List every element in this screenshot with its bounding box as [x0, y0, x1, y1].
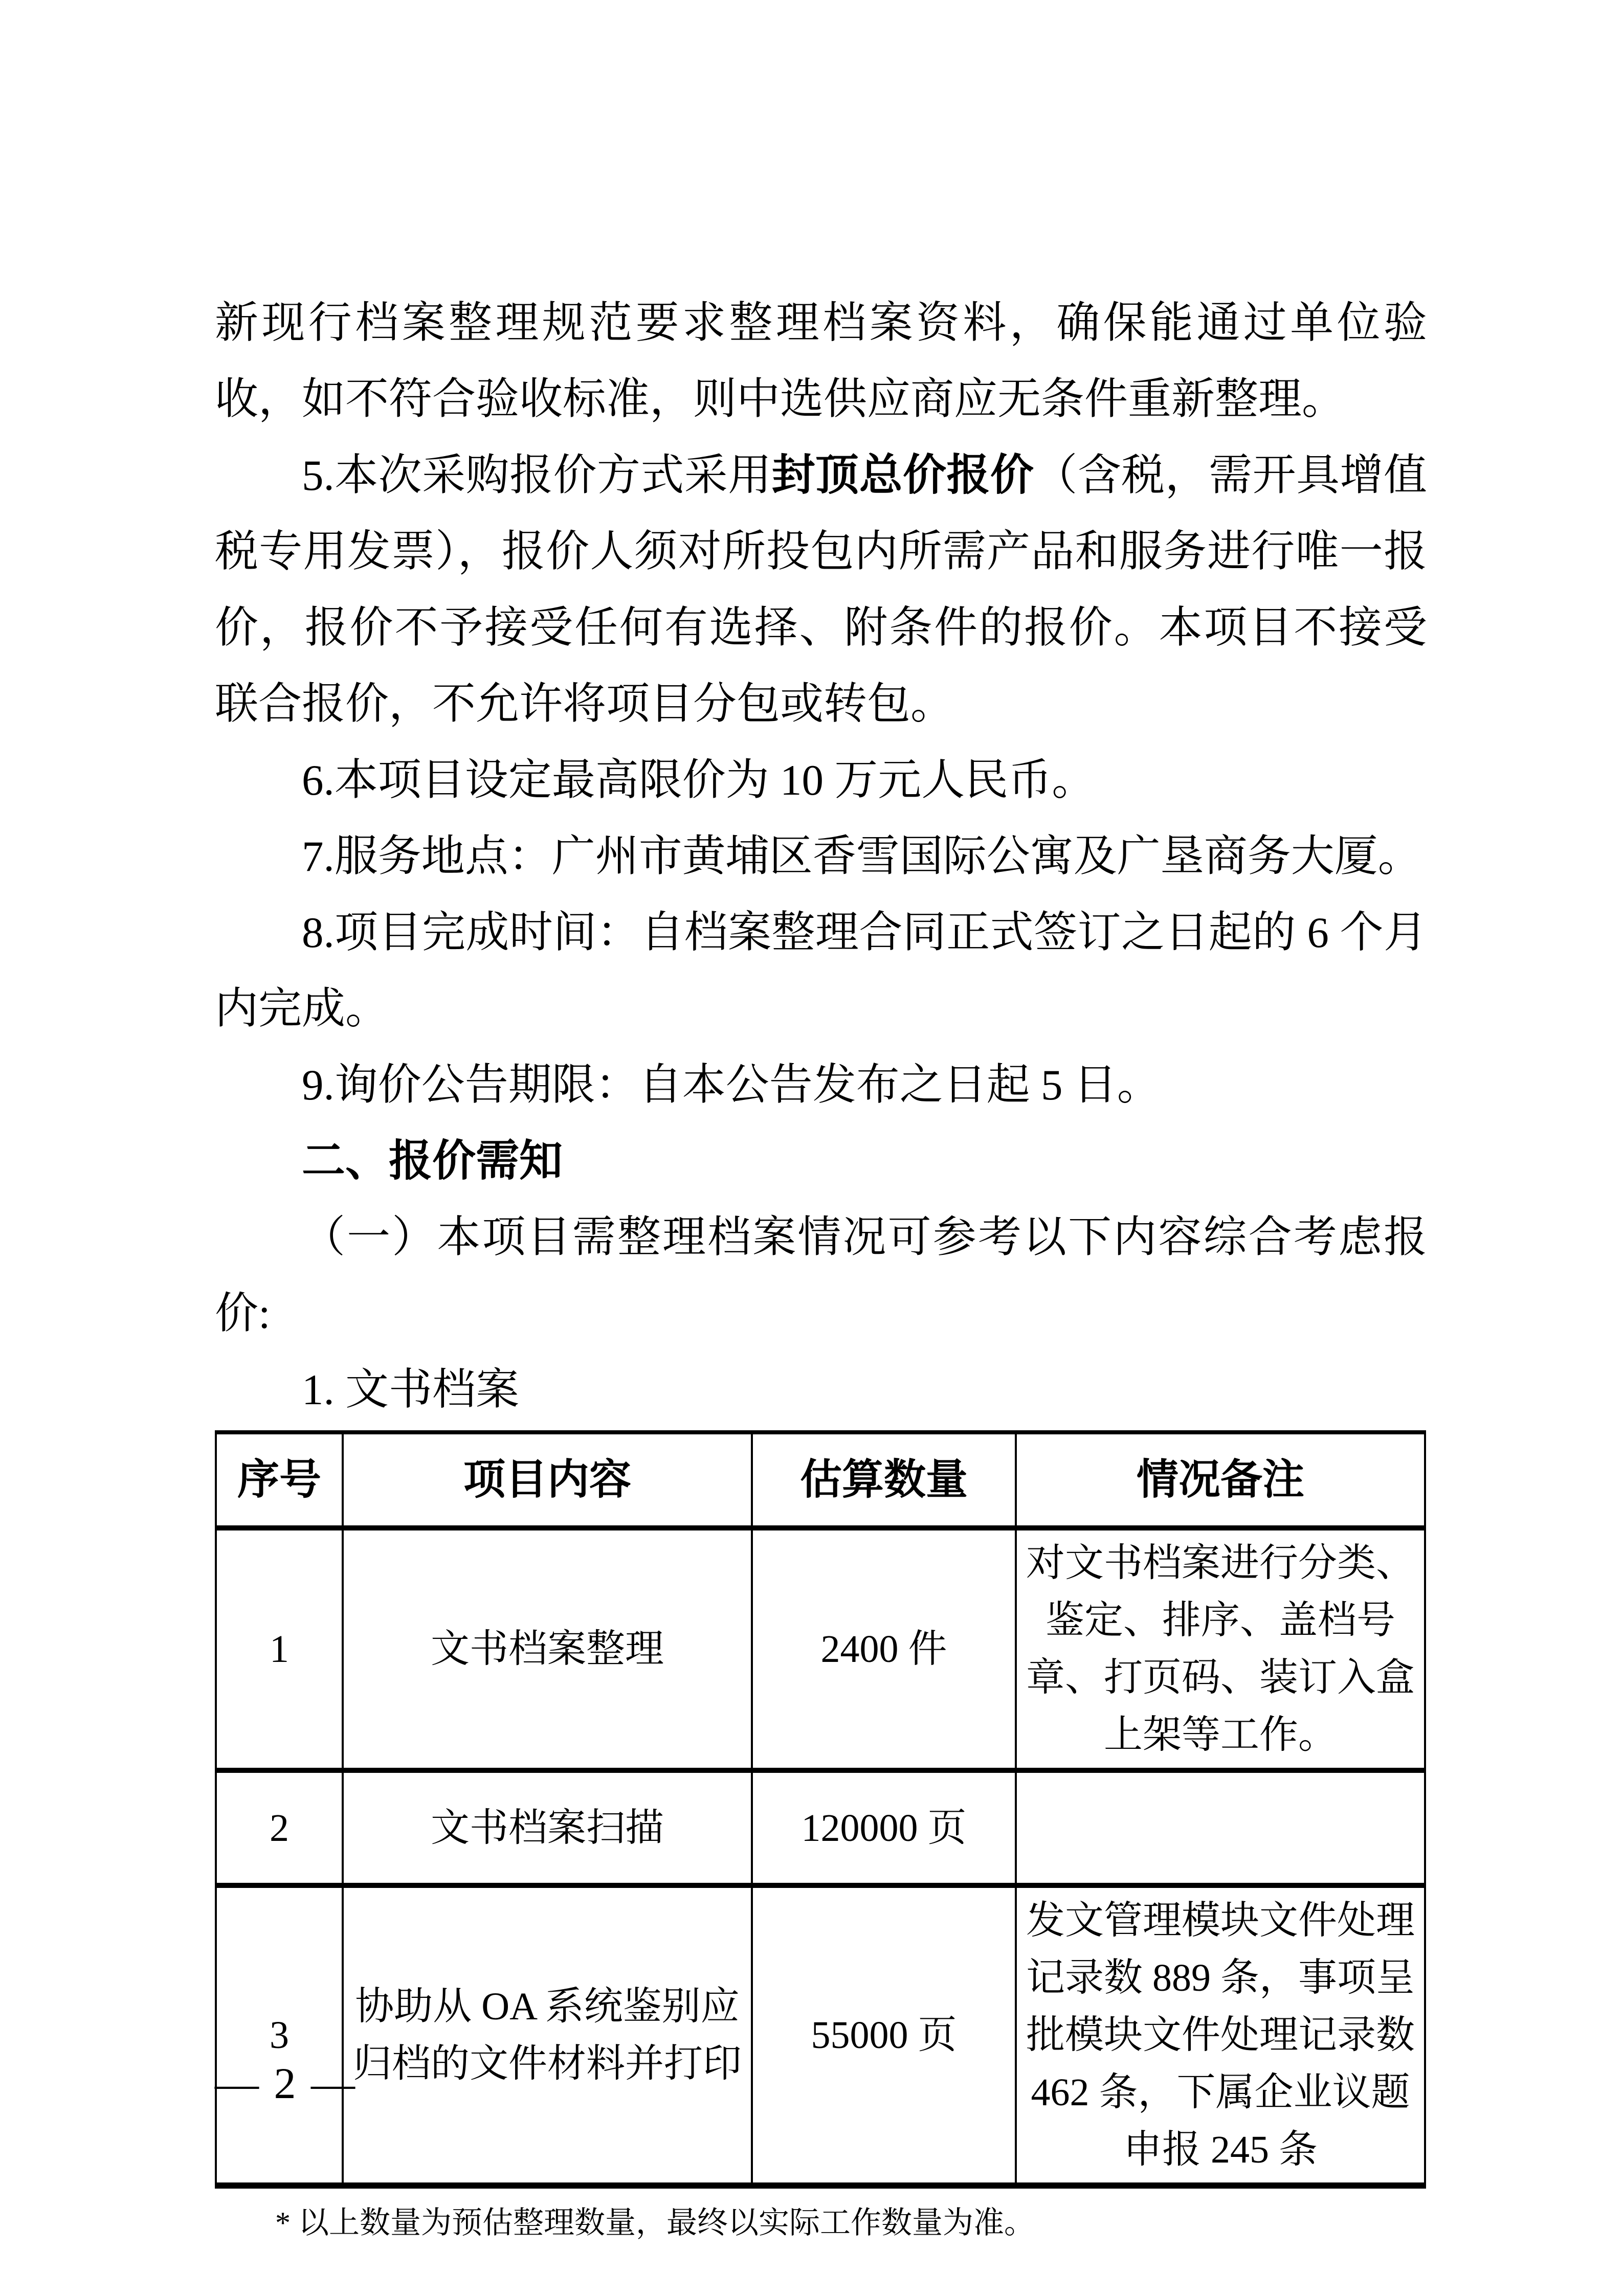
text-run: 8.项目完成时间：自档案整理合同正式签订之日起的 6 个月内完成。 [215, 909, 1427, 1033]
body-paragraph [215, 438, 1427, 742]
cell-content: 文书档案扫描 [343, 1770, 752, 1885]
cell-quantity: 2400 件 [752, 1528, 1016, 1770]
text-run: 二、报价需知 [302, 1137, 563, 1185]
cell-no: 2 [216, 1770, 343, 1885]
text-run: 9.询价公告期限：自本公告发布之日起 5 日。 [302, 1061, 1161, 1109]
table-title [215, 1352, 1427, 1428]
body-paragraph [215, 285, 1427, 438]
body-paragraph [215, 895, 1427, 1047]
archive-table [215, 1430, 1426, 2189]
text-run: 新现行档案整理规范要求整理档案资料，确保能通过单位验收，如不符合验收标准，则中选供应商应无条件重新整理。 [215, 299, 1427, 423]
cell-quantity: 55000 页 [752, 1885, 1016, 2186]
table-row [216, 1885, 1425, 2186]
cell-quantity: 120000 页 [752, 1770, 1016, 1885]
cell-content: 文书档案整理 [343, 1528, 752, 1770]
body-paragraph [215, 742, 1427, 819]
text-run: 封顶总价报价 [771, 452, 1034, 500]
cell-no: 3 [216, 1885, 343, 2186]
table-row [216, 1770, 1425, 1885]
cell-notes: 发文管理模块文件处理记录数 889 条，事项呈批模块文件处理记录数 462 条，下属企业议题申报 245 条 [1016, 1885, 1425, 2186]
text-run: 7.服务地点：广州市黄埔区香雪国际公寓及广垦商务大厦。 [302, 832, 1421, 881]
table-row [216, 1528, 1425, 1770]
cell-no: 1 [216, 1528, 343, 1770]
text-run: 5.本次采购报价方式采用 [302, 452, 772, 500]
section-heading [215, 1123, 1427, 1200]
text-run: （含税，需开具增值税专用发票），报价人须对所投包内所需产品和服务进行唯一报价，报价不予接受任何有选择、附条件的报价。本项目不接受联合报价，不允许将项目分包或转包。 [215, 452, 1427, 728]
col-header-quantity: 估算数量 [752, 1432, 1016, 1528]
body-paragraph [215, 1200, 1427, 1352]
page-content [215, 285, 1427, 2244]
body-paragraph [215, 1047, 1427, 1123]
text-run: 1. 文书档案 [302, 1366, 520, 1414]
cell-content: 协助从 OA 系统鉴别应归档的文件材料并打印 [343, 1885, 752, 2186]
body-paragraph [215, 819, 1427, 895]
cell-notes [1016, 1770, 1425, 1885]
table-footnote: * 以上数量为预估整理数量，最终以实际工作数量为准。 [275, 2206, 1035, 2240]
col-header-content: 项目内容 [343, 1432, 752, 1528]
table-header-row [216, 1432, 1425, 1528]
cell-notes: 对文书档案进行分类、鉴定、排序、盖档号章、打页码、装订入盒上架等工作。 [1016, 1528, 1425, 1770]
body-paragraphs [215, 285, 1427, 1428]
col-header-no: 序号 [216, 1432, 343, 1528]
col-header-notes: 情况备注 [1016, 1432, 1425, 1528]
text-run: （一）本项目需整理档案情况可参考以下内容综合考虑报价: [215, 1213, 1427, 1338]
text-run: 6.本项目设定最高限价为 10 万元人民币。 [302, 756, 1096, 804]
page-number: — 2 — [215, 2059, 357, 2108]
